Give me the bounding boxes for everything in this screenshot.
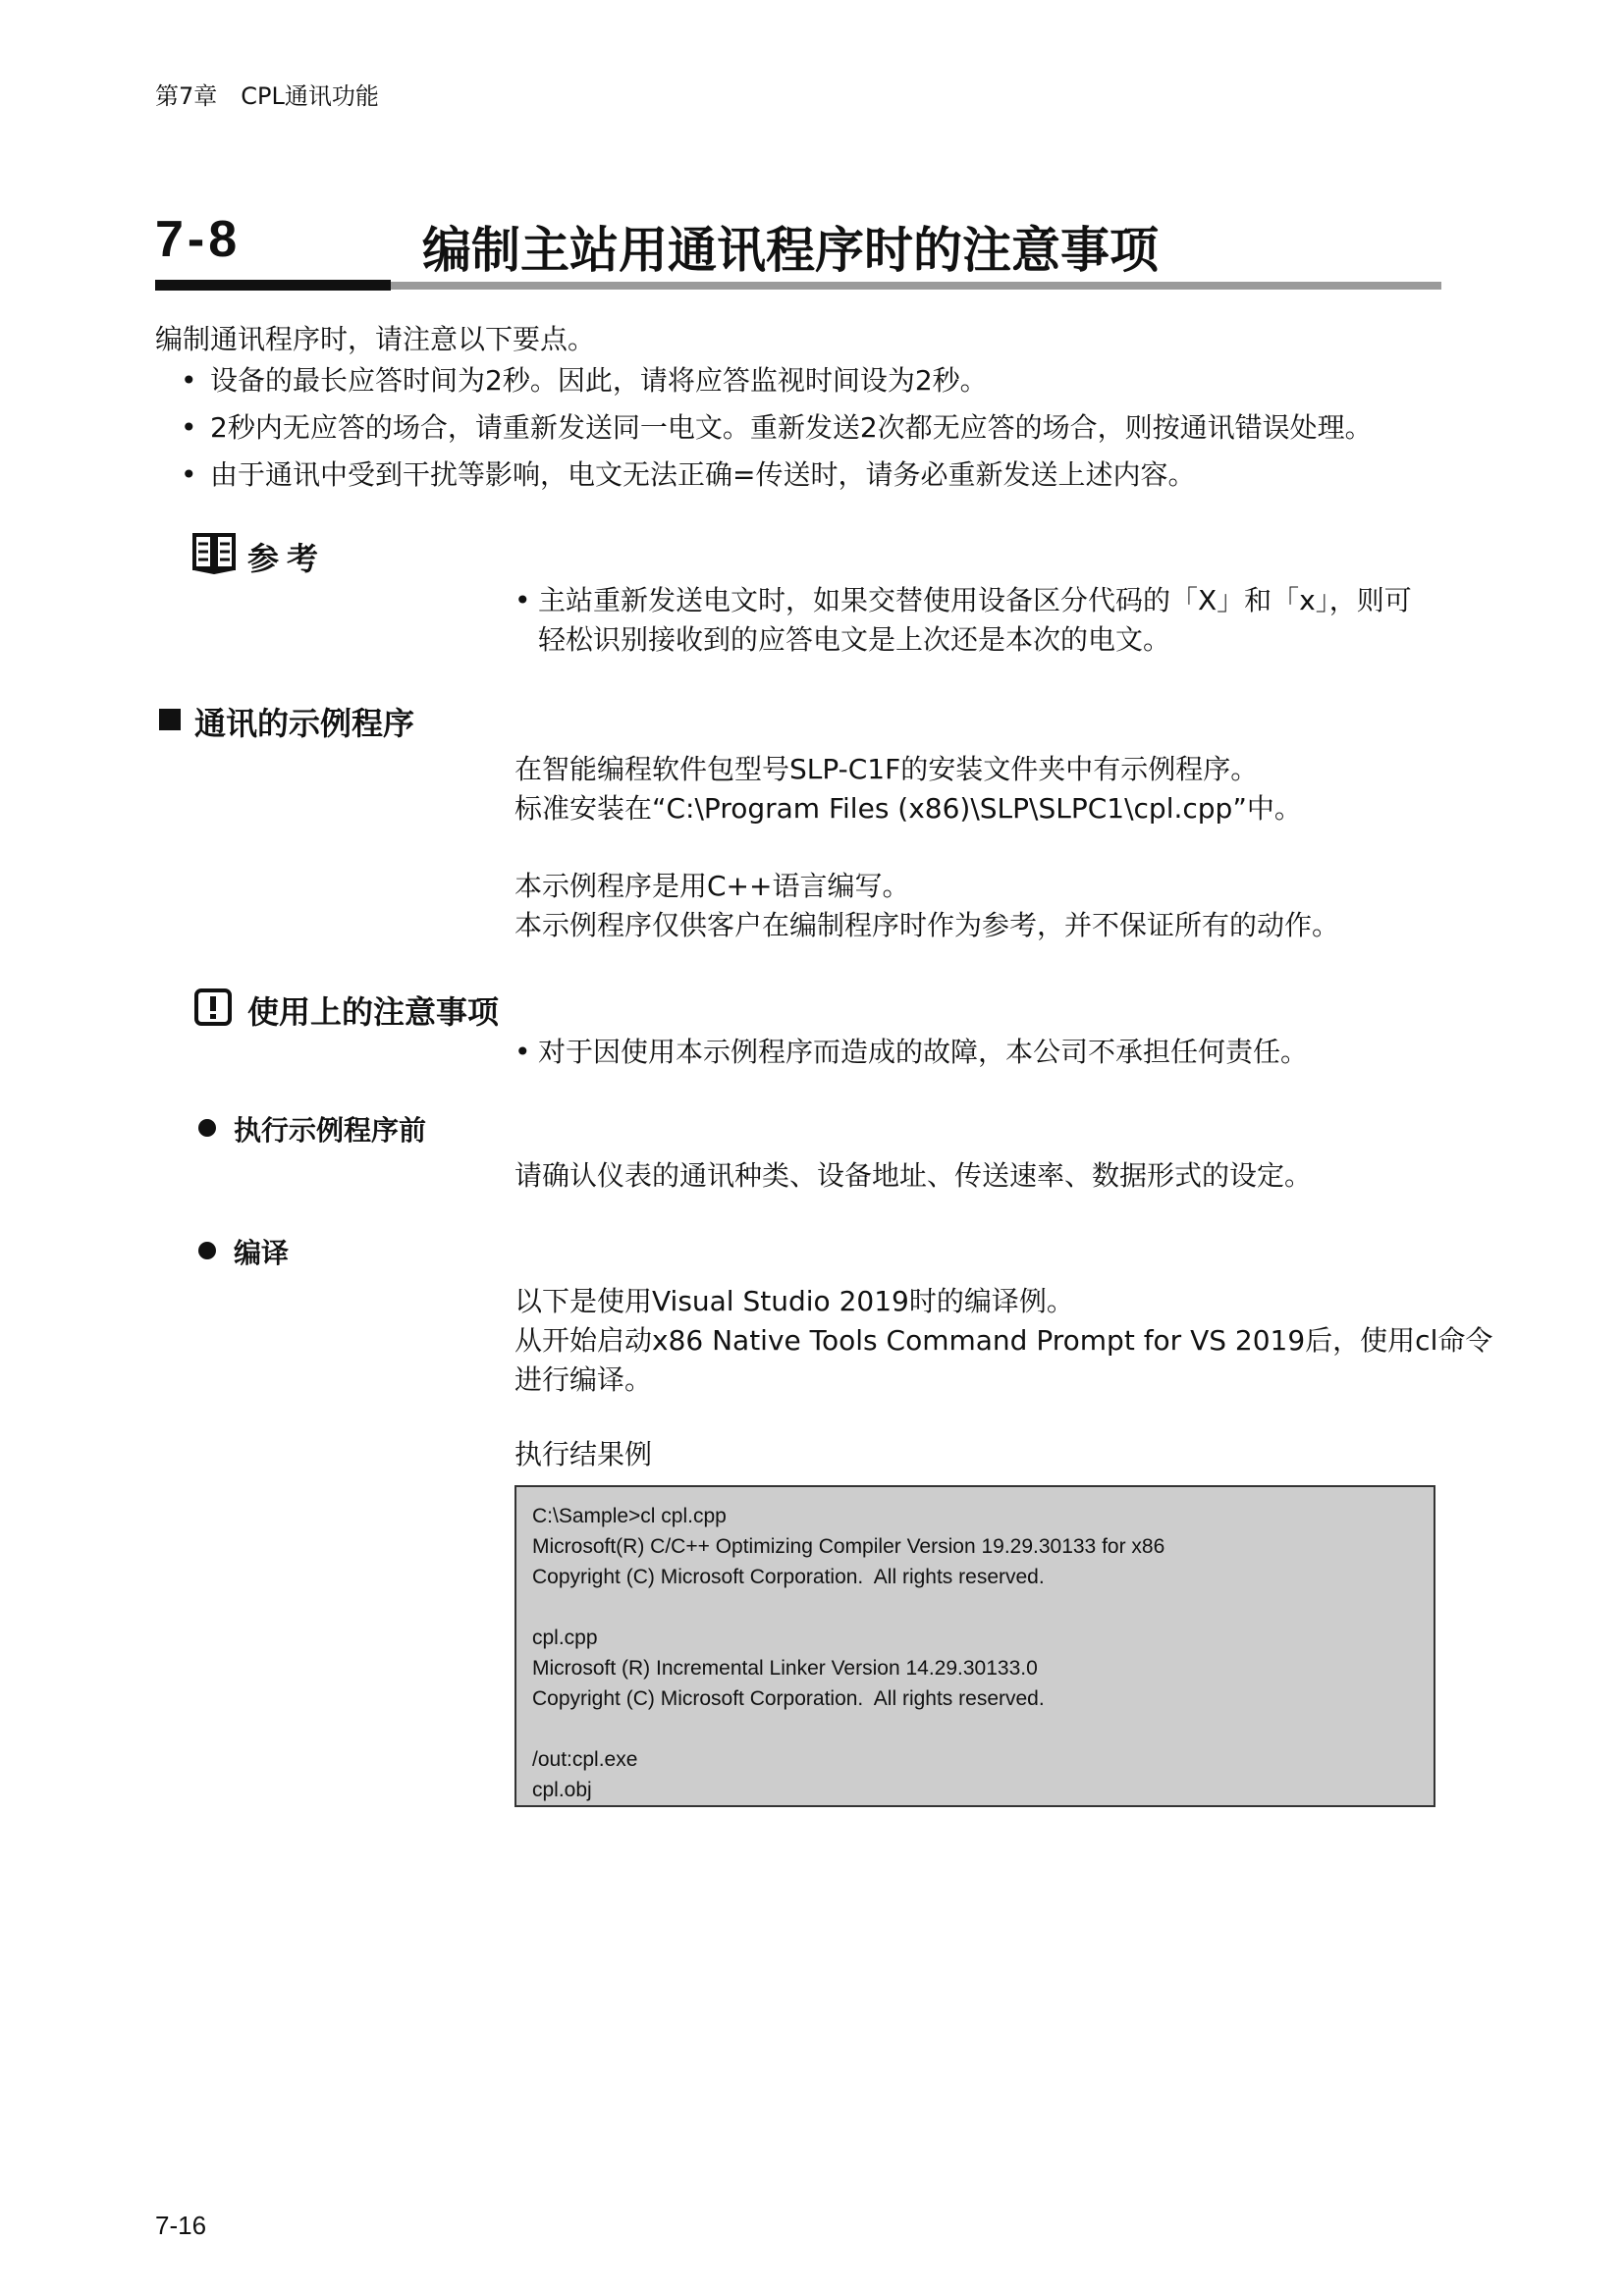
reference-text — [514, 581, 1412, 660]
list-item: • 2秒内无应答的场合，请重新发送同一电文。重新发送2次都无应答的场合，则按通讯错误处理。 — [181, 406, 1373, 454]
title-underline-grey — [391, 282, 1441, 290]
console-line: /out:cpl.exe — [532, 1748, 638, 1771]
list-item: • 设备的最长应答时间为2秒。因此，请将应答监视时间设为2秒。 — [181, 359, 1373, 406]
intro-text: 编制通讯程序时，请注意以下要点。 — [155, 323, 596, 355]
notes-list — [181, 359, 1373, 501]
before-run-text: 请确认仪表的通讯种类、设备地址、传送速率、数据形式的设定。 — [514, 1159, 1313, 1192]
sample-heading: 通讯的示例程序 — [194, 705, 415, 742]
console-line: Copyright (C) Microsoft Corporation. All rights reserved. — [532, 1687, 1045, 1710]
console-line — [532, 1592, 1418, 1623]
compile-heading: 编译 — [234, 1237, 290, 1269]
console-line: Microsoft(R) C/C++ Optimizing Compiler Version 19.29.30133 for x86 — [532, 1535, 1165, 1558]
compile-paragraph: 以下是使用Visual Studio 2019时的编译例。 — [514, 1285, 1074, 1317]
sample-paragraph: 本示例程序仅供客户在编制程序时作为参考，并不保证所有的动作。 — [514, 909, 1340, 941]
caution-label: 使用上的注意事项 — [247, 993, 500, 1031]
exclamation-icon — [194, 988, 232, 1026]
compile-paragraph: 从开始启动x86 Native Tools Command Prompt for VS 2019后，使用cl命令 — [514, 1324, 1493, 1357]
reference-line-1: 主站重新发送电文时，如果交替使用设备区分代码的「X」和「x」，则可 — [538, 584, 1412, 616]
reference-label: 参考 — [247, 540, 327, 577]
console-line: cpl.cpp — [532, 1627, 598, 1649]
console-line: Microsoft (R) Incremental Linker Version 14.29.30133.0 — [532, 1657, 1038, 1680]
bullet: • — [514, 1036, 531, 1068]
circle-bullet-icon — [198, 1119, 216, 1137]
sample-paragraph: 本示例程序是用C++语言编写。 — [514, 870, 910, 902]
result-label: 执行结果例 — [514, 1438, 653, 1470]
console-line: Copyright (C) Microsoft Corporation. All rights reserved. — [532, 1566, 1045, 1588]
page-number: 7-16 — [155, 2211, 207, 2240]
console-output — [514, 1485, 1435, 1807]
caution-text — [514, 1033, 1308, 1072]
section-number: 7-8 — [155, 211, 242, 268]
console-line — [532, 1714, 1418, 1744]
reference-line-2: 轻松识别接收到的应答电文是上次还是本次的电文。 — [538, 623, 1171, 656]
sample-paragraph: 标准安装在“C:\Program Files (x86)\SLP\SLPC1\cpl.cpp”中。 — [514, 792, 1302, 825]
section-title: 编制主站用通讯程序时的注意事项 — [422, 222, 1159, 279]
title-underline-dark — [155, 280, 391, 291]
before-run-heading: 执行示例程序前 — [234, 1114, 427, 1147]
console-line: C:\Sample>cl cpl.cpp — [532, 1505, 727, 1527]
book-icon — [192, 531, 236, 574]
sample-paragraph: 在智能编程软件包型号SLP-C1F的安装文件夹中有示例程序。 — [514, 753, 1259, 785]
console-line: cpl.obj — [532, 1779, 592, 1801]
bullet: • — [514, 584, 531, 616]
circle-bullet-icon — [198, 1242, 216, 1259]
compile-paragraph: 进行编译。 — [514, 1363, 653, 1396]
caution-line: 对于因使用本示例程序而造成的故障，本公司不承担任何责任。 — [538, 1036, 1309, 1068]
chapter-header: 第7章 CPL通讯功能 — [155, 82, 379, 110]
list-item: • 由于通讯中受到干扰等影响，电文无法正确=传送时，请务必重新发送上述内容。 — [181, 454, 1373, 501]
square-bullet-icon — [159, 709, 181, 730]
